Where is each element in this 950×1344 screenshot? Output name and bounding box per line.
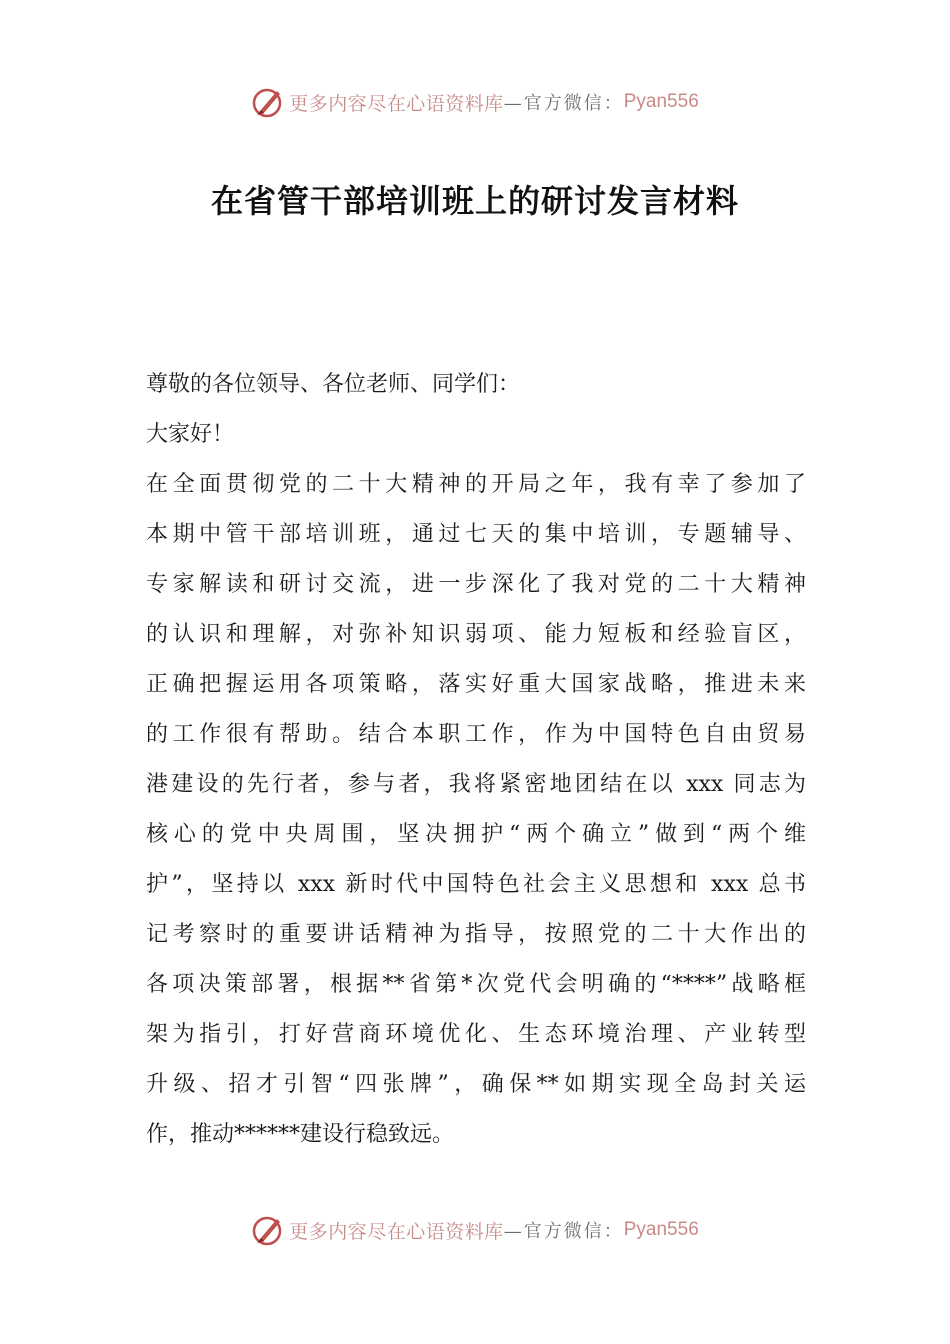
paragraph-line: 各项决策部署，根据**省第*次党代会明确的“****”战略框	[146, 972, 806, 997]
header-banner	[0, 80, 950, 124]
paragraph-line: 的认识和理解，对弥补知识弱项、能力短板和经验盲区，	[146, 622, 806, 647]
paragraph-line: 的工作很有帮助。结合本职工作，作为中国特色自由贸易	[146, 722, 806, 747]
banner-text-wechat-id: Pyan556	[623, 1219, 699, 1240]
pen-logo-icon	[251, 1213, 285, 1247]
paragraph-line: 架为指引，打好营商环境优化、生态环境治理、产业转型	[146, 1022, 806, 1047]
paragraph-line: 核心的党中央周围，坚决拥护“两个确立”做到“两个维	[146, 822, 806, 847]
document-title: 在省管干部培训班上的研讨发言材料	[210, 182, 739, 220]
banner-text-wechat-label: —官方微信：	[503, 1221, 624, 1242]
paragraph-line: 港建设的先行者，参与者，我将紧密地团结在以 xxx 同志为	[146, 772, 806, 797]
banner-text-source: 更多内容尽在心语资料库	[289, 1220, 504, 1243]
paragraph-line: 护”，坚持以 xxx 新时代中国特色社会主义思想和 xxx 总书	[146, 872, 806, 897]
paragraph-line: 在全面贯彻党的二十大精神的开局之年，我有幸了参加了	[146, 472, 806, 497]
banner-text-wechat-label: —官方微信：	[503, 93, 624, 114]
paragraph-line: 本期中管干部培训班，通过七天的集中培训，专题辅导、	[146, 522, 806, 547]
paragraph-line: 正确把握运用各项策略，落实好重大国家战略，推进未来	[146, 672, 806, 697]
banner-text-wechat-id: Pyan556	[623, 91, 699, 112]
paragraph-line: 升级、招才引智“四张牌”，确保**如期实现全岛封关运	[146, 1072, 806, 1097]
salutation: 尊敬的各位领导、各位老师、同学们：	[146, 372, 521, 397]
banner-text-source: 更多内容尽在心语资料库	[289, 92, 504, 115]
paragraph-line: 记考察时的重要讲话精神为指导，按照党的二十大作出的	[146, 922, 806, 947]
paragraph-line: 专家解读和研讨交流，进一步深化了我对党的二十大精神	[146, 572, 806, 597]
greeting: 大家好！	[146, 422, 235, 447]
pen-logo-icon	[251, 85, 285, 119]
paragraph-line: 作，推动******建设行稳致远。	[146, 1122, 455, 1147]
document-body	[146, 360, 806, 1160]
footer-banner	[0, 1208, 950, 1252]
